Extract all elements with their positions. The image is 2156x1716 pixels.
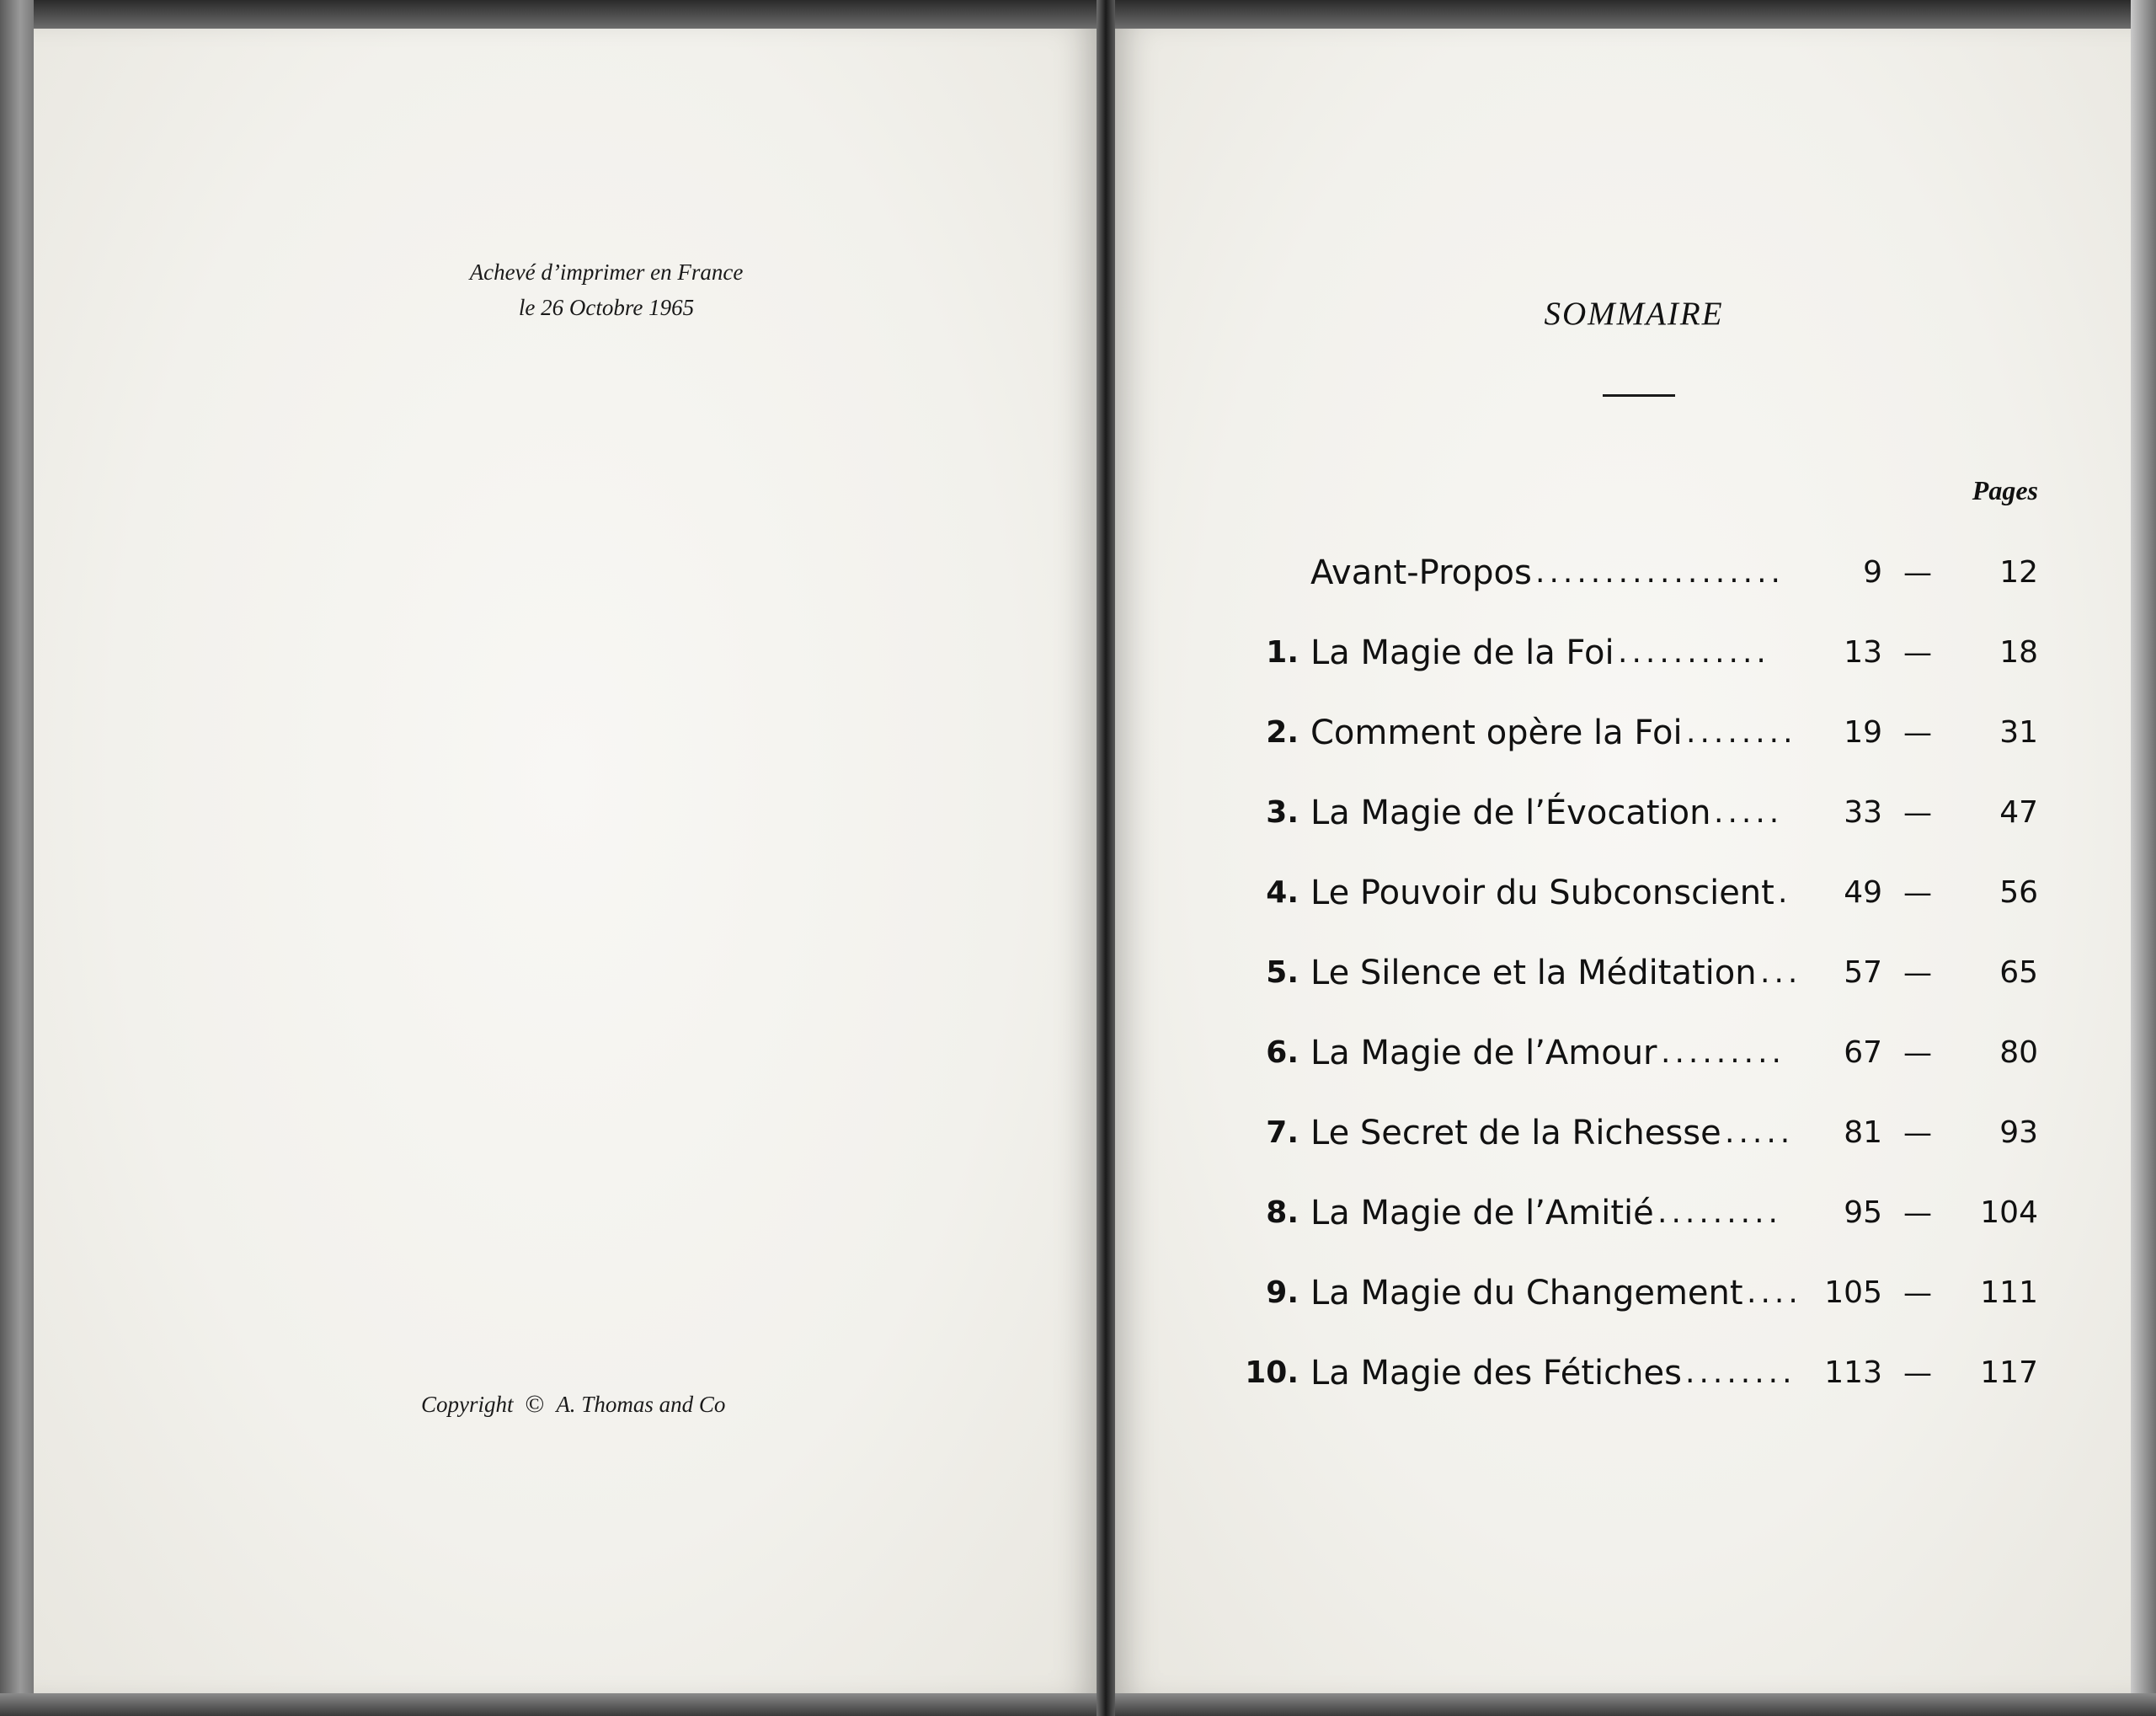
page-end: 12 <box>1999 555 2038 590</box>
page-range-dash: — <box>1903 636 1932 670</box>
dot-leader: .... <box>1747 1275 1802 1310</box>
copyright-symbol: © <box>525 1390 545 1418</box>
dot-leader: .................. <box>1535 555 1785 590</box>
toc-entry <box>1238 1270 2047 1350</box>
page-end: 56 <box>1999 875 2038 910</box>
dot-leader: ..... <box>1725 1115 1795 1150</box>
chapter-title: Le Silence et la Méditation <box>1310 954 1757 992</box>
page-end: 93 <box>1999 1115 2038 1150</box>
chapter-number: 5. <box>1266 955 1299 990</box>
chapter-title: La Magie du Changement <box>1310 1274 1743 1312</box>
left-page <box>34 29 1097 1693</box>
page-end: 18 <box>1999 635 2038 670</box>
chapter-title: Le Secret de la Richesse <box>1310 1114 1721 1152</box>
page-start: 19 <box>1844 715 1882 750</box>
chapter-number: 2. <box>1266 715 1299 750</box>
table-of-contents <box>1238 549 2047 1430</box>
page-start: 33 <box>1844 795 1882 830</box>
page-range-dash: — <box>1903 1276 1932 1310</box>
printing-note <box>371 254 842 325</box>
page-range-dash: — <box>1903 556 1932 590</box>
toc-entry <box>1238 869 2047 949</box>
toc-entry <box>1238 709 2047 789</box>
page-start: 113 <box>1824 1355 1882 1390</box>
dot-leader: ......... <box>1657 1195 1782 1230</box>
page-end: 111 <box>1980 1275 2038 1310</box>
toc-entry <box>1238 1109 2047 1189</box>
page-start: 57 <box>1844 955 1882 990</box>
page-range-dash: — <box>1903 956 1932 990</box>
chapter-title: La Magie de l’Évocation <box>1310 794 1711 832</box>
page-end: 80 <box>1999 1035 2038 1070</box>
toc-entry <box>1238 549 2047 629</box>
page-end: 104 <box>1980 1195 2038 1230</box>
printing-note-line2: le 26 Octobre 1965 <box>518 295 695 320</box>
copyright-holder: A. Thomas and Co <box>556 1392 726 1417</box>
dot-leader: ......... <box>1661 1035 1785 1070</box>
chapter-number: 10. <box>1245 1355 1299 1390</box>
dot-leader: ........ <box>1685 1355 1796 1390</box>
chapter-title: La Magie de la Foi <box>1310 633 1614 672</box>
page-start: 81 <box>1844 1115 1882 1150</box>
page-start: 95 <box>1844 1195 1882 1230</box>
chapter-title: Avant-Propos <box>1310 553 1532 592</box>
dot-leader: ..... <box>1714 795 1784 830</box>
page-end: 117 <box>1980 1355 2038 1390</box>
chapter-title: La Magie de l’Amour <box>1310 1034 1657 1072</box>
page-start: 49 <box>1844 875 1882 910</box>
title-rule <box>1603 394 1675 397</box>
binding-top <box>0 0 2156 29</box>
chapter-title: La Magie de l’Amitié <box>1310 1194 1654 1232</box>
copyright-label: Copyright <box>421 1392 514 1417</box>
chapter-title: La Magie des Fétiches <box>1310 1354 1682 1393</box>
copyright-notice <box>421 1390 725 1419</box>
dot-leader: ... <box>1760 955 1802 990</box>
dot-leader: ........ <box>1686 715 1797 750</box>
toc-entry <box>1238 949 2047 1029</box>
page-range-dash: — <box>1903 716 1932 750</box>
book-gutter <box>1097 0 1115 1716</box>
cover-edge-right <box>2131 0 2156 1716</box>
page-start: 67 <box>1844 1035 1882 1070</box>
chapter-title: Le Pouvoir du Subconscient <box>1310 874 1774 912</box>
toc-title: SOMMAIRE <box>1544 296 1724 332</box>
toc-entry <box>1238 789 2047 869</box>
toc-entry <box>1238 629 2047 709</box>
page-start: 9 <box>1863 555 1882 590</box>
dot-leader: . <box>1778 875 1792 910</box>
page-range-dash: — <box>1903 796 1932 830</box>
cover-edge-left <box>0 0 34 1716</box>
page-range-dash: — <box>1903 1356 1932 1390</box>
chapter-number: 8. <box>1266 1195 1299 1230</box>
page-range-dash: — <box>1903 1116 1932 1150</box>
toc-entry <box>1238 1350 2047 1430</box>
page-end: 31 <box>1999 715 2038 750</box>
chapter-number: 4. <box>1266 875 1299 910</box>
cover-edge-bottom <box>0 1693 2156 1716</box>
page-end: 65 <box>1999 955 2038 990</box>
page-range-dash: — <box>1903 876 1932 910</box>
page-end: 47 <box>1999 795 2038 830</box>
chapter-number: 7. <box>1266 1115 1299 1150</box>
toc-entry <box>1238 1189 2047 1270</box>
chapter-number: 1. <box>1266 635 1299 670</box>
page-range-dash: — <box>1903 1036 1932 1070</box>
chapter-number: 6. <box>1266 1035 1299 1070</box>
chapter-number: 3. <box>1266 795 1299 830</box>
pages-column-header: Pages <box>1972 475 2038 505</box>
chapter-number: 9. <box>1266 1275 1299 1310</box>
dot-leader: ........... <box>1618 635 1770 670</box>
chapter-title: Comment opère la Foi <box>1310 714 1683 752</box>
page-range-dash: — <box>1903 1196 1932 1230</box>
page-start: 13 <box>1844 635 1882 670</box>
page-start: 105 <box>1824 1275 1882 1310</box>
printing-note-line1: Achevé d’imprimer en France <box>469 259 744 285</box>
toc-entry <box>1238 1029 2047 1109</box>
